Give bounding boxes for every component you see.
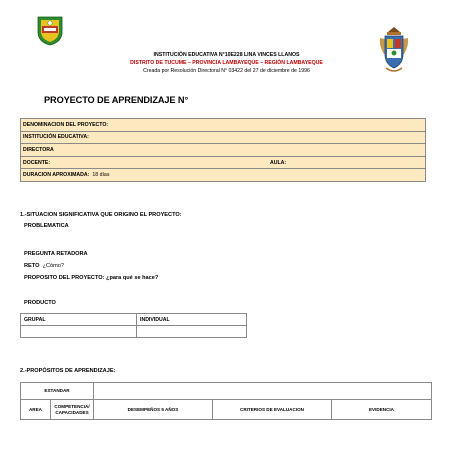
- table-row: [21, 400, 432, 420]
- duration-cell: [21, 169, 426, 182]
- document-title: PROYECTO DE APRENDIZAJE N°: [44, 95, 189, 105]
- group-header: GRUPAL: [21, 314, 137, 326]
- table-row: [21, 326, 247, 338]
- table-row: [21, 383, 432, 400]
- challenge-value: ¿Cómo?: [42, 263, 64, 269]
- institution-name: INSTITUCIÓN EDUCATIVA N°10E228 LINA VINCES LLANOS: [153, 52, 300, 58]
- school-crest-icon: [36, 14, 64, 46]
- group-cell: [21, 326, 137, 338]
- challenge-label: RETO: [24, 263, 40, 269]
- learning-purposes-table: [20, 382, 432, 420]
- section1-title: 1.-SITUACION SIGNIFICATIVA QUE ORIGINO EL PROYECTO:: [20, 212, 182, 218]
- criteria-header: CRITERIOS DE EVALUACION: [213, 400, 332, 420]
- product-table: [20, 313, 247, 338]
- project-name-label: DENOMINACION DEL PROYECTO:: [21, 119, 426, 132]
- standard-cell: [94, 383, 432, 400]
- competency-header: COMPETENCIA/ CAPACIDADES: [51, 400, 94, 420]
- product-title: PRODUCTO: [24, 300, 56, 306]
- question-label: PREGUNTA RETADORA: [24, 251, 88, 257]
- director-label: DIRECTORA: [21, 144, 426, 157]
- info-row: [21, 169, 426, 182]
- resolution-line: Creada por Resolución Directoral N° 03422 del 27 de diciembre de 1996: [143, 68, 310, 74]
- individual-cell: [137, 326, 247, 338]
- duration-value: 18 días: [92, 172, 110, 179]
- standard-header: ESTANDAR: [21, 383, 94, 400]
- purpose-label: PROPOSITO DEL PROYECTO: ¿para qué se hace?: [24, 275, 159, 281]
- area-header: AREA: [21, 400, 51, 420]
- section2-title: 2.-PROPÓSITOS DE APRENDIZAJE:: [20, 368, 116, 374]
- institution-label: INSTITUCIÓN EDUCATIVA:: [21, 131, 426, 144]
- table-row: [21, 314, 247, 326]
- info-row: [21, 131, 426, 144]
- district-line: DISTRITO DE TUCUME – PROVINCIA LAMBAYEQUE – REGIÓN LAMBAYEQUE: [130, 60, 323, 66]
- individual-header: INDIVIDUAL: [137, 314, 247, 326]
- info-row: [21, 119, 426, 132]
- problem-label: PROBLEMATICA: [24, 223, 69, 229]
- teacher-label: DOCENTE:: [21, 156, 269, 169]
- performance-header: DESEMPEÑOS 5 AÑOS: [94, 400, 213, 420]
- info-row: [21, 156, 426, 169]
- evidence-header: EVIDENCIA: [332, 400, 432, 420]
- duration-label: DURACION APROXIMADA:: [23, 172, 90, 179]
- info-row: [21, 144, 426, 157]
- classroom-label: AULA:: [268, 156, 426, 169]
- challenge-line: [24, 263, 64, 270]
- project-info-table: [20, 118, 426, 182]
